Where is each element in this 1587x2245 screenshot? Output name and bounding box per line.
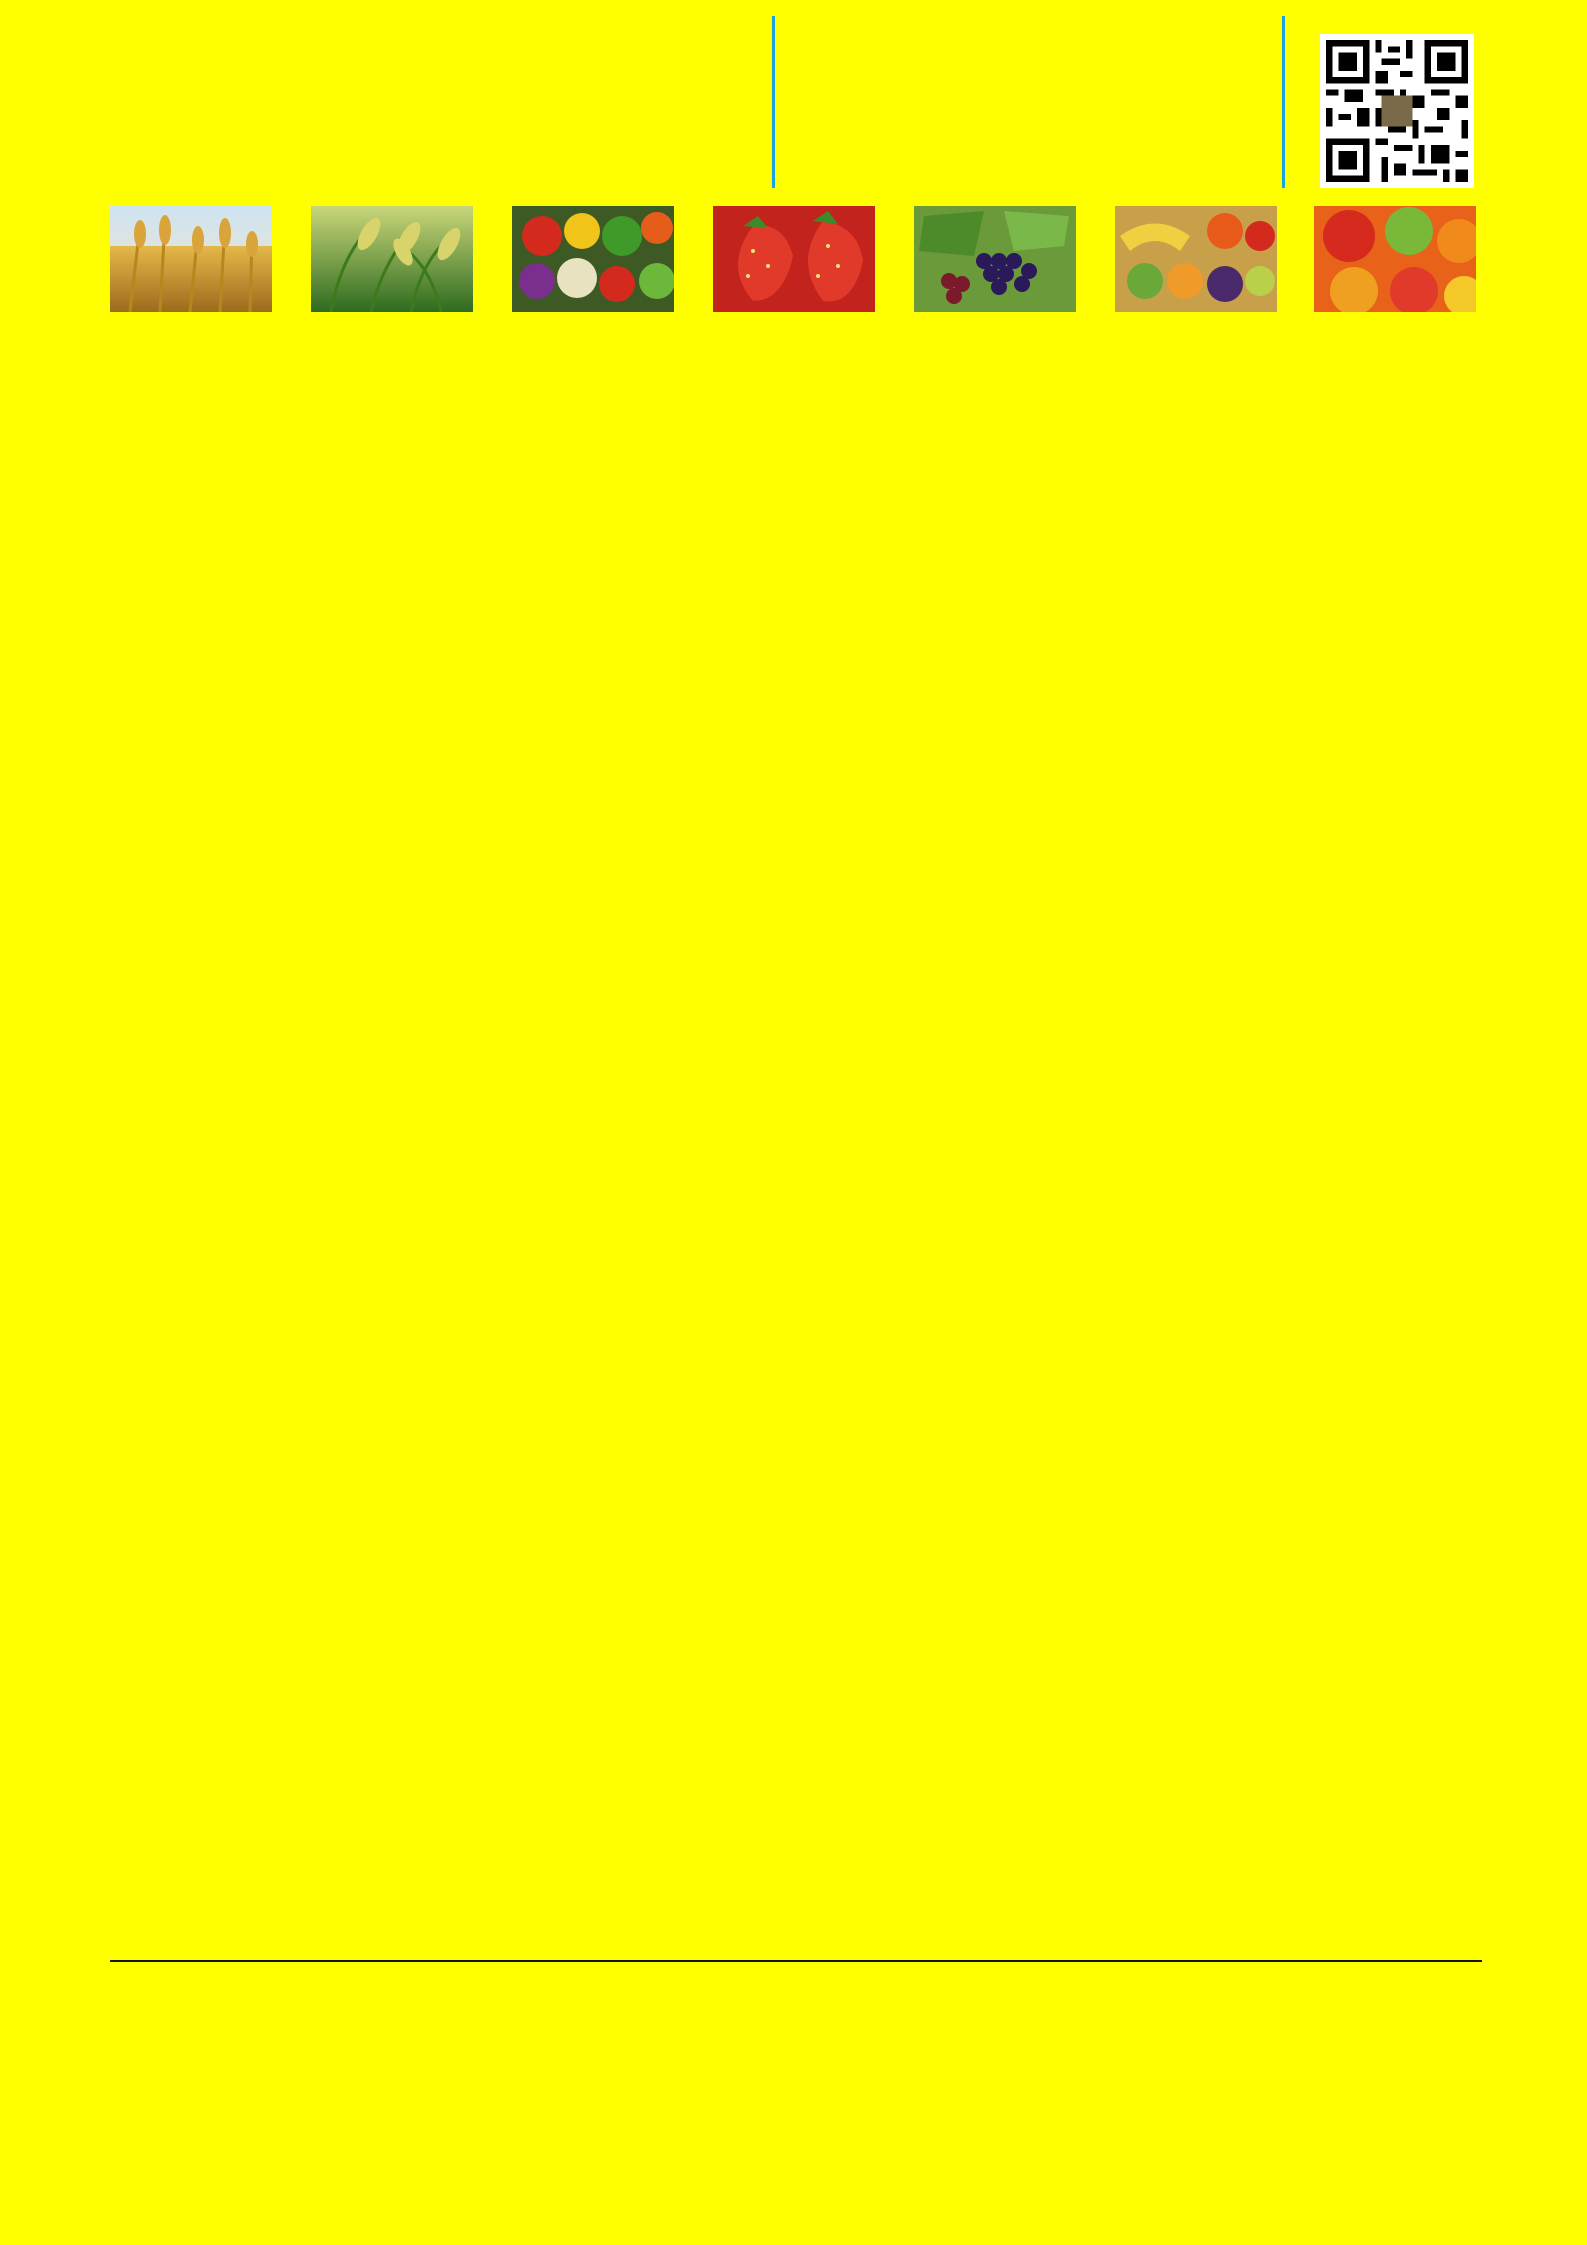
oranges-apples-photo [1314, 206, 1476, 312]
photo-strip-bottom [110, 2012, 1476, 2118]
spec-line-3 [110, 660, 200, 700]
divider-line [1282, 16, 1285, 188]
footer-divider [110, 1960, 1482, 1962]
vegetables-photo [512, 206, 674, 312]
fruits-photo [1115, 206, 1277, 312]
photo-strip-top [110, 206, 1476, 312]
strawberries-photo [713, 206, 875, 312]
header [0, 0, 1587, 200]
spec-line-1 [110, 560, 216, 594]
wheat-photo [110, 206, 272, 312]
divider-line [772, 16, 775, 188]
qr-code-icon [1320, 34, 1474, 188]
rice-photo [311, 206, 473, 312]
grapes-photo [914, 206, 1076, 312]
